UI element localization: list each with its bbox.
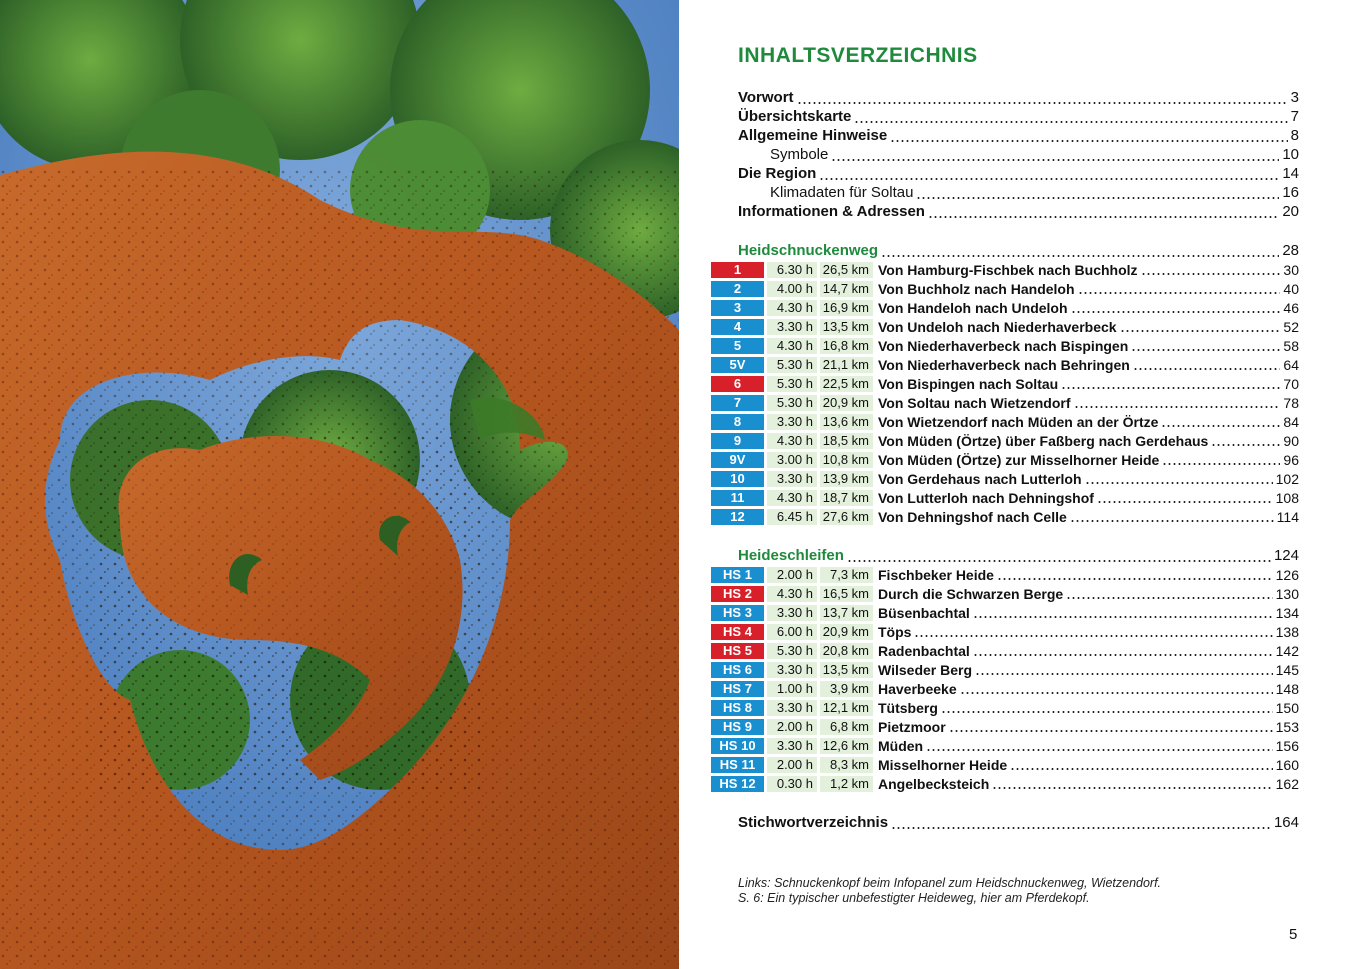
stage-number-badge: HS 5	[711, 643, 764, 659]
stage-row[interactable]	[711, 642, 1299, 659]
stage-row[interactable]	[711, 508, 1299, 525]
stage-distance: 13,6 km	[820, 414, 873, 430]
stage-name: Von Handeloh nach Undeloh	[878, 299, 1068, 316]
stage-name: Von Dehningshof nach Celle	[878, 508, 1067, 525]
stage-distance: 26,5 km	[820, 262, 873, 278]
toc-section-heading[interactable]	[738, 546, 1299, 565]
toc-entry-label: Heideschleifen	[738, 547, 844, 564]
stage-number-badge: 5V	[711, 357, 764, 373]
stage-name: Büsenbachtal	[878, 604, 970, 621]
table-of-contents-page	[679, 0, 1359, 969]
stage-duration: 6.00 h	[767, 624, 817, 640]
stage-row[interactable]	[711, 585, 1299, 602]
stage-name: Von Lutterloh nach Dehningshof	[878, 489, 1094, 506]
stage-number-badge: HS 7	[711, 681, 764, 697]
stage-duration: 5.30 h	[767, 357, 817, 373]
stage-name: Von Müden (Örtze) zur Misselhorner Heide	[878, 451, 1160, 468]
stage-distance: 16,5 km	[820, 586, 873, 602]
dot-leader	[891, 817, 1271, 829]
page-number: 5	[1289, 926, 1298, 943]
toc-entry-label: Informationen & Adressen	[738, 203, 925, 220]
toc-page-number: 10	[1282, 146, 1299, 163]
dot-leader	[992, 778, 1272, 790]
dot-leader	[916, 187, 1279, 199]
stage-duration: 2.00 h	[767, 567, 817, 583]
dot-leader	[973, 607, 1273, 619]
stage-page-number: 58	[1283, 337, 1299, 354]
stage-distance: 27,6 km	[820, 509, 873, 525]
stage-distance: 20,9 km	[820, 624, 873, 640]
stage-row[interactable]	[711, 280, 1299, 297]
stage-row[interactable]	[711, 451, 1299, 468]
stage-number-badge: 2	[711, 281, 764, 297]
stage-distance: 18,7 km	[820, 490, 873, 506]
toc-page-number: 164	[1273, 814, 1299, 831]
stage-name: Von Hamburg-Fischbek nach Buchholz	[878, 261, 1138, 278]
stage-duration: 4.30 h	[767, 433, 817, 449]
stage-number-badge: HS 11	[711, 757, 764, 773]
dot-leader	[1085, 473, 1273, 485]
stage-page-number: 40	[1283, 280, 1299, 297]
stage-duration: 2.00 h	[767, 719, 817, 735]
stage-page-number: 30	[1283, 261, 1299, 278]
stage-page-number: 78	[1283, 394, 1299, 411]
stage-row[interactable]	[711, 566, 1299, 583]
stage-page-number: 156	[1275, 737, 1299, 754]
stage-name: Tütsberg	[878, 699, 938, 716]
toc-page-number: 124	[1273, 547, 1299, 564]
toc-entry[interactable]	[738, 88, 1299, 107]
dot-leader	[1162, 454, 1280, 466]
stage-number-badge: 3	[711, 300, 764, 316]
stage-duration: 4.30 h	[767, 338, 817, 354]
stage-duration: 4.30 h	[767, 586, 817, 602]
stage-name: Radenbachtal	[878, 642, 970, 659]
dot-leader	[1133, 359, 1281, 371]
stage-page-number: 160	[1275, 756, 1299, 773]
stage-row[interactable]	[711, 470, 1299, 487]
cover-photo	[0, 0, 679, 969]
sheep-head-sculpture-image	[0, 0, 679, 969]
stage-number-badge: HS 3	[711, 605, 764, 621]
stage-number-badge: 10	[711, 471, 764, 487]
stage-row[interactable]	[711, 318, 1299, 335]
toc-entry-label: Übersichtskarte	[738, 108, 852, 125]
stage-page-number: 52	[1283, 318, 1299, 335]
stage-duration: 3.30 h	[767, 414, 817, 430]
dot-leader	[997, 569, 1273, 581]
stage-distance: 20,9 km	[820, 395, 873, 411]
stage-duration: 5.30 h	[767, 376, 817, 392]
stage-number-badge: HS 8	[711, 700, 764, 716]
stage-name: Von Soltau nach Wietzendorf	[878, 394, 1071, 411]
stage-duration: 3.30 h	[767, 605, 817, 621]
toc-entry[interactable]	[738, 107, 1299, 126]
stage-duration: 4.00 h	[767, 281, 817, 297]
stage-number-badge: 5	[711, 338, 764, 354]
stage-duration: 3.30 h	[767, 700, 817, 716]
stage-number-badge: HS 2	[711, 586, 764, 602]
dot-leader	[975, 664, 1273, 676]
stage-page-number: 145	[1275, 661, 1299, 678]
stage-duration: 6.30 h	[767, 262, 817, 278]
stage-distance: 13,7 km	[820, 605, 873, 621]
stage-distance: 18,5 km	[820, 433, 873, 449]
stage-page-number: 162	[1275, 775, 1299, 792]
stage-number-badge: 12	[711, 509, 764, 525]
stage-row[interactable]	[711, 775, 1299, 792]
stage-distance: 21,1 km	[820, 357, 873, 373]
stage-page-number: 130	[1275, 585, 1299, 602]
stage-distance: 14,7 km	[820, 281, 873, 297]
toc-page-number: 20	[1282, 203, 1299, 220]
stage-name: Von Wietzendorf nach Müden an der Örtze	[878, 413, 1159, 430]
dot-leader	[831, 149, 1279, 161]
stage-duration: 4.30 h	[767, 490, 817, 506]
caption-line-2: S. 6: Ein typischer unbefestigter Heideweg, hier am Pferdekopf.	[738, 891, 1090, 905]
stage-duration: 5.30 h	[767, 395, 817, 411]
toc-page-number: 3	[1290, 89, 1299, 106]
toc-entry[interactable]	[738, 164, 1299, 183]
dot-leader	[1211, 435, 1280, 447]
dot-leader	[1120, 321, 1281, 333]
stage-duration: 3.30 h	[767, 738, 817, 754]
stage-row[interactable]	[711, 299, 1299, 316]
stage-distance: 12,6 km	[820, 738, 873, 754]
dot-leader	[1141, 264, 1281, 276]
toc-page-number: 8	[1290, 127, 1299, 144]
toc-entry-index[interactable]	[738, 813, 1299, 832]
stage-page-number: 102	[1275, 470, 1299, 487]
stage-number-badge: 8	[711, 414, 764, 430]
caption-line-1: Links: Schnuckenkopf beim Infopanel zum Heidschnuckenweg, Wietzendorf.	[738, 876, 1162, 890]
stage-duration: 3.30 h	[767, 319, 817, 335]
dot-leader	[847, 550, 1271, 562]
stage-name: Von Gerdehaus nach Lutterloh	[878, 470, 1082, 487]
dot-leader	[960, 683, 1273, 695]
toc-entry[interactable]	[770, 183, 1299, 202]
stage-duration: 3.30 h	[767, 471, 817, 487]
stage-page-number: 90	[1283, 432, 1299, 449]
stage-distance: 10,8 km	[820, 452, 873, 468]
stage-page-number: 84	[1283, 413, 1299, 430]
stage-distance: 16,9 km	[820, 300, 873, 316]
stage-page-number: 138	[1275, 623, 1299, 640]
stage-duration: 2.00 h	[767, 757, 817, 773]
dot-leader	[1131, 340, 1280, 352]
stage-number-badge: HS 6	[711, 662, 764, 678]
stage-row[interactable]	[711, 756, 1299, 773]
stage-name: Von Müden (Örtze) über Faßberg nach Gerdehaus	[878, 432, 1209, 449]
dot-leader	[1070, 511, 1274, 523]
dot-leader	[819, 168, 1279, 180]
stage-page-number: 46	[1283, 299, 1299, 316]
dot-leader	[881, 245, 1279, 257]
toc-entry[interactable]	[738, 126, 1299, 145]
stage-name: Misselhorner Heide	[878, 756, 1008, 773]
stage-number-badge: 9	[711, 433, 764, 449]
stage-page-number: 114	[1276, 508, 1299, 525]
stage-row[interactable]	[711, 489, 1299, 506]
stage-page-number: 142	[1275, 642, 1299, 659]
stage-row[interactable]	[711, 737, 1299, 754]
stage-page-number: 126	[1275, 566, 1299, 583]
toc-page-number: 14	[1282, 165, 1299, 182]
stage-page-number: 153	[1275, 718, 1299, 735]
stage-distance: 8,3 km	[820, 757, 873, 773]
stage-row[interactable]	[711, 680, 1299, 697]
stage-distance: 22,5 km	[820, 376, 873, 392]
stage-row[interactable]	[711, 261, 1299, 278]
dot-leader	[1161, 416, 1280, 428]
stage-number-badge: HS 4	[711, 624, 764, 640]
stage-name: Angelbecksteich	[878, 775, 990, 792]
dot-leader	[926, 740, 1273, 752]
dot-leader	[973, 645, 1273, 657]
dot-leader	[1066, 588, 1272, 600]
toc-entry-label: Stichwortverzeichnis	[738, 814, 889, 831]
stage-name: Haverbeeke	[878, 680, 957, 697]
dot-leader	[890, 130, 1287, 142]
stage-row[interactable]	[711, 432, 1299, 449]
stage-page-number: 134	[1275, 604, 1299, 621]
dot-leader	[1074, 397, 1281, 409]
stage-distance: 13,5 km	[820, 319, 873, 335]
stage-duration: 1.00 h	[767, 681, 817, 697]
stage-row[interactable]	[711, 661, 1299, 678]
stage-page-number: 148	[1275, 680, 1299, 697]
stage-page-number: 108	[1275, 489, 1299, 506]
stage-name: Pietzmoor	[878, 718, 946, 735]
stage-name: Von Niederhaverbeck nach Bispingen	[878, 337, 1129, 354]
dot-leader	[928, 206, 1279, 218]
stage-name: Wilseder Berg	[878, 661, 973, 678]
stage-name: Von Bispingen nach Soltau	[878, 375, 1059, 392]
dot-leader	[1061, 378, 1280, 390]
stage-name: Töps	[878, 623, 912, 640]
stage-number-badge: 9V	[711, 452, 764, 468]
dot-leader	[797, 92, 1288, 104]
stage-distance: 7,3 km	[820, 567, 873, 583]
stage-row[interactable]	[711, 337, 1299, 354]
stage-distance: 20,8 km	[820, 643, 873, 659]
stage-number-badge: 11	[711, 490, 764, 506]
stage-number-badge: HS 12	[711, 776, 764, 792]
stage-number-badge: 1	[711, 262, 764, 278]
stage-page-number: 150	[1275, 699, 1299, 716]
stage-number-badge: 7	[711, 395, 764, 411]
stage-row[interactable]	[711, 375, 1299, 392]
stage-duration: 3.30 h	[767, 662, 817, 678]
stage-duration: 0.30 h	[767, 776, 817, 792]
dot-leader	[1078, 283, 1281, 295]
stage-duration: 4.30 h	[767, 300, 817, 316]
stage-page-number: 70	[1283, 375, 1299, 392]
stage-distance: 13,5 km	[820, 662, 873, 678]
stage-distance: 13,9 km	[820, 471, 873, 487]
toc-entry[interactable]	[770, 145, 1299, 164]
stage-distance: 6,8 km	[820, 719, 873, 735]
stage-page-number: 96	[1283, 451, 1299, 468]
stage-row[interactable]	[711, 413, 1299, 430]
stage-number-badge: HS 1	[711, 567, 764, 583]
toc-entry[interactable]	[738, 202, 1299, 221]
toc-page-number: 16	[1282, 184, 1299, 201]
stage-duration: 3.00 h	[767, 452, 817, 468]
stage-name: Müden	[878, 737, 924, 754]
dot-leader	[914, 626, 1272, 638]
toc-entry-label: Klimadaten für Soltau	[770, 184, 914, 201]
stage-name: Fischbeker Heide	[878, 566, 994, 583]
stage-number-badge: 4	[711, 319, 764, 335]
toc-title: INHALTSVERZEICHNIS	[738, 44, 978, 67]
stage-distance: 12,1 km	[820, 700, 873, 716]
stage-row[interactable]	[711, 604, 1299, 621]
stage-name: Von Buchholz nach Handeloh	[878, 280, 1075, 297]
dot-leader	[1097, 492, 1273, 504]
stage-name: Von Undeloh nach Niederhaverbeck	[878, 318, 1117, 335]
toc-entry-label: Heidschnuckenweg	[738, 242, 879, 259]
stage-row[interactable]	[711, 623, 1299, 640]
stage-distance: 16,8 km	[820, 338, 873, 354]
stage-row[interactable]	[711, 699, 1299, 716]
toc-entry-label: Die Region	[738, 165, 817, 182]
stage-row[interactable]	[711, 394, 1299, 411]
stage-duration: 5.30 h	[767, 643, 817, 659]
stage-name: Durch die Schwarzen Berge	[878, 585, 1064, 602]
toc-page-number: 7	[1290, 108, 1299, 125]
dot-leader	[1071, 302, 1281, 314]
stage-distance: 1,2 km	[820, 776, 873, 792]
toc-page-number: 28	[1282, 242, 1299, 259]
photo-caption	[738, 876, 1298, 906]
toc-entry-label: Symbole	[770, 146, 829, 163]
toc-entry-label: Vorwort	[738, 89, 794, 106]
stage-number-badge: HS 9	[711, 719, 764, 735]
stage-distance: 3,9 km	[820, 681, 873, 697]
dot-leader	[949, 721, 1273, 733]
stage-number-badge: HS 10	[711, 738, 764, 754]
dot-leader	[1010, 759, 1272, 771]
toc-section-heading[interactable]	[738, 241, 1299, 260]
stage-page-number: 64	[1283, 356, 1299, 373]
dot-leader	[941, 702, 1273, 714]
stage-name: Von Niederhaverbeck nach Behringen	[878, 356, 1130, 373]
toc-entry-label: Allgemeine Hinweise	[738, 127, 888, 144]
stage-row[interactable]	[711, 718, 1299, 735]
stage-row[interactable]	[711, 356, 1299, 373]
stage-duration: 6.45 h	[767, 509, 817, 525]
stage-number-badge: 6	[711, 376, 764, 392]
dot-leader	[854, 111, 1287, 123]
